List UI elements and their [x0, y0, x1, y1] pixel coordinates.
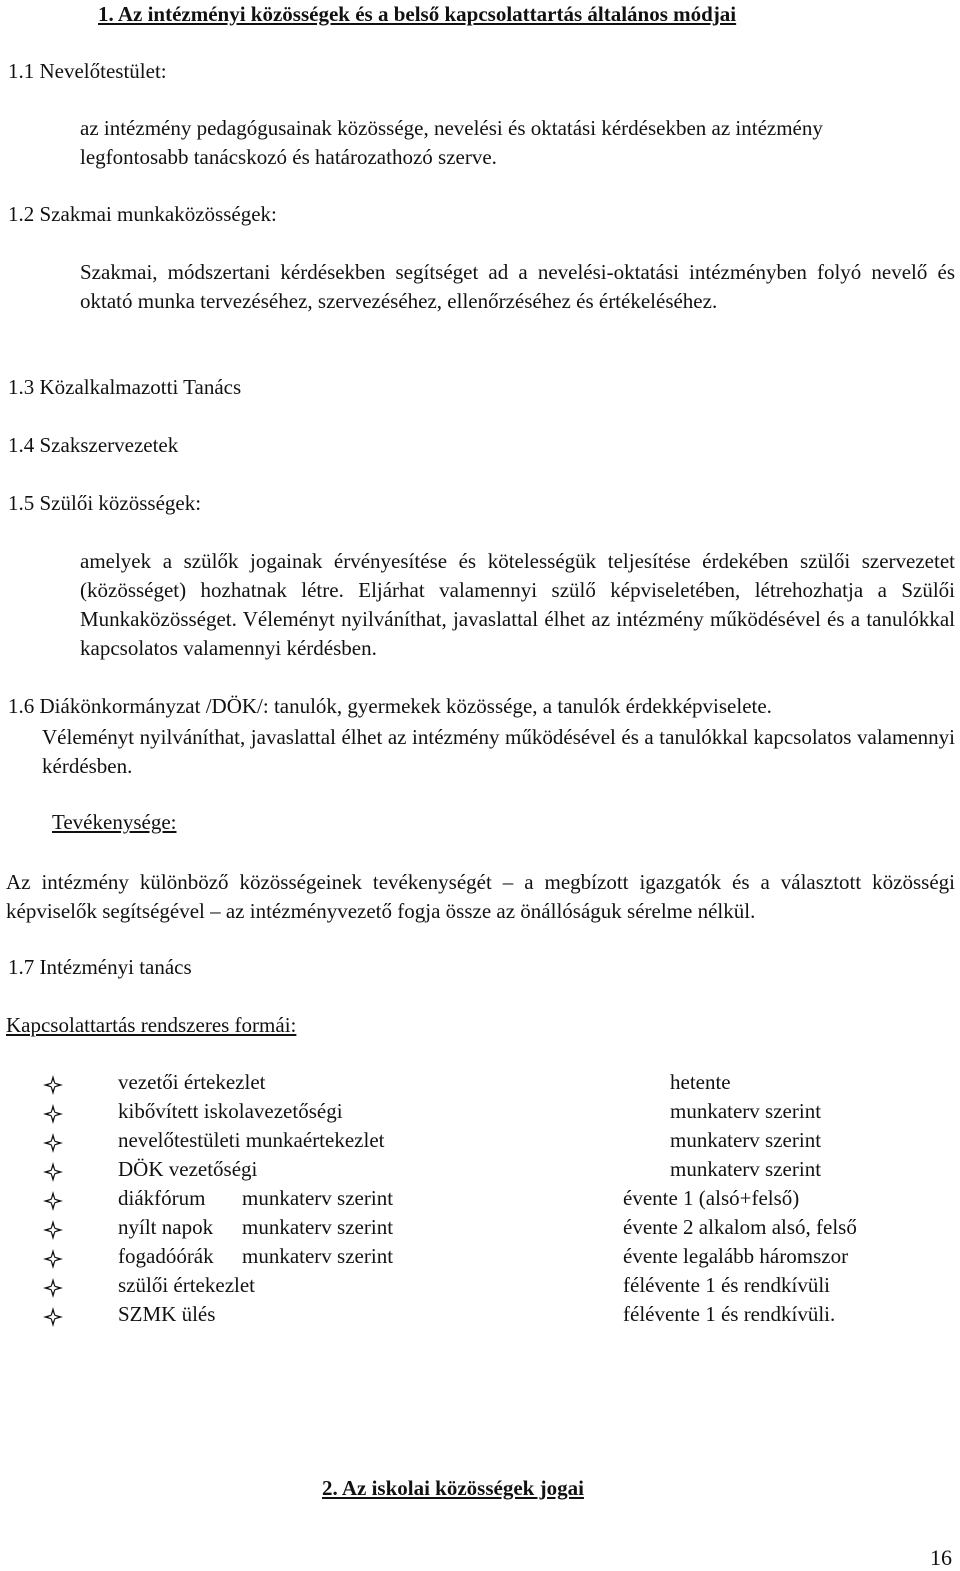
contact-frequency: évente legalább háromszor: [623, 1244, 849, 1268]
diamond-bullet-icon: [42, 1132, 64, 1154]
contact-name: nyílt napok: [118, 1215, 214, 1239]
heading-1-6: 1.6 Diákönkormányzat /DÖK/: tanulók, gyermekek közössége, a tanulók érdekképviselete.: [8, 694, 772, 718]
contact-name: SZMK ülés: [118, 1302, 216, 1326]
body-1-2: Szakmai, módszertani kérdésekben segítséget ad a nevelési-oktatási intézményben folyó nevelő és oktató munka tervezéséhez, szervezéséhez, ellenőrzéséhez és értékeléséhez.: [80, 260, 955, 313]
body-1-6: Véleményt nyilváníthat, javaslattal élhet az intézmény működésével és a tanulókkal kapcsolatos valamennyi kérdésben.: [42, 725, 955, 778]
contact-mid: munkaterv szerint: [242, 1215, 394, 1239]
contact-name: DÖK vezetőségi: [118, 1157, 258, 1181]
heading-1-7: 1.7 Intézményi tanács: [8, 955, 192, 979]
contact-name: kibővített iskolavezetőségi: [118, 1099, 343, 1123]
contact-mid: munkaterv szerint: [242, 1244, 394, 1268]
section-title-2: 2. Az iskolai közösségek jogai: [322, 1476, 584, 1500]
diamond-bullet-icon: [42, 1248, 64, 1270]
diamond-bullet-icon: [42, 1074, 64, 1096]
contact-heading: Kapcsolattartás rendszeres formái:: [6, 1013, 297, 1037]
page-number: 16: [930, 1545, 952, 1570]
activity-body: Az intézmény különböző közösségeinek tevékenységét – a megbízott igazgatók és a választott közösségi képviselők segítségével – az intézményvezető fogja össze az önállóságuk sérelme nélkül.: [6, 870, 955, 923]
body-1-5: amelyek a szülők jogainak érvényesítése és kötelességük teljesítése érdekében szülői szervezetet (közösséget) hozhatnak létre. Eljárhat valamennyi szülő képviseletében, létrehozhatja a Szülői Munkaközösséget. Véleményt nyilváníthat, javaslattal élhet az intézmény működésével és a tanulókkal kapcsolatos valamennyi kérdésben.: [80, 549, 955, 660]
heading-1-1: 1.1 Nevelőtestület:: [8, 59, 167, 83]
heading-1-2: 1.2 Szakmai munkaközösségek:: [8, 202, 277, 226]
heading-1-5: 1.5 Szülői közösségek:: [8, 491, 202, 515]
diamond-bullet-icon: [42, 1161, 64, 1183]
contact-frequency: munkaterv szerint: [670, 1099, 822, 1123]
contact-frequency: évente 1 (alsó+felső): [623, 1186, 800, 1210]
contact-frequency: félévente 1 és rendkívüli: [623, 1273, 831, 1297]
heading-1-3: 1.3 Közalkalmazotti Tanács: [8, 375, 242, 399]
contact-name: vezetői értekezlet: [118, 1070, 266, 1094]
contact-frequency: hetente: [670, 1070, 731, 1094]
section-title-1: 1. Az intézményi közösségek és a belső kapcsolattartás általános módjai: [98, 2, 737, 26]
contact-mid: munkaterv szerint: [242, 1186, 394, 1210]
contact-name: szülői értekezlet: [118, 1273, 256, 1297]
diamond-bullet-icon: [42, 1277, 64, 1299]
contact-frequency: munkaterv szerint: [670, 1157, 822, 1181]
contact-frequency: félévente 1 és rendkívüli.: [623, 1302, 836, 1326]
contact-frequency: munkaterv szerint: [670, 1128, 822, 1152]
contact-frequency: évente 2 alkalom alsó, felső: [623, 1215, 857, 1239]
diamond-bullet-icon: [42, 1190, 64, 1212]
diamond-bullet-icon: [42, 1306, 64, 1328]
diamond-bullet-icon: [42, 1103, 64, 1125]
contact-name: fogadóórák: [118, 1244, 214, 1268]
diamond-bullet-icon: [42, 1219, 64, 1241]
contact-name: nevelőtestületi munkaértekezlet: [118, 1128, 385, 1152]
heading-1-4: 1.4 Szakszervezetek: [8, 433, 179, 457]
body-1-1: az intézmény pedagógusainak közössége, nevelési és oktatási kérdésekben az intézmény legfontosabb tanácskozó és határozathozó szerve.: [80, 116, 823, 169]
contact-name: diákfórum: [118, 1186, 206, 1210]
activity-heading: Tevékenysége:: [52, 810, 177, 834]
